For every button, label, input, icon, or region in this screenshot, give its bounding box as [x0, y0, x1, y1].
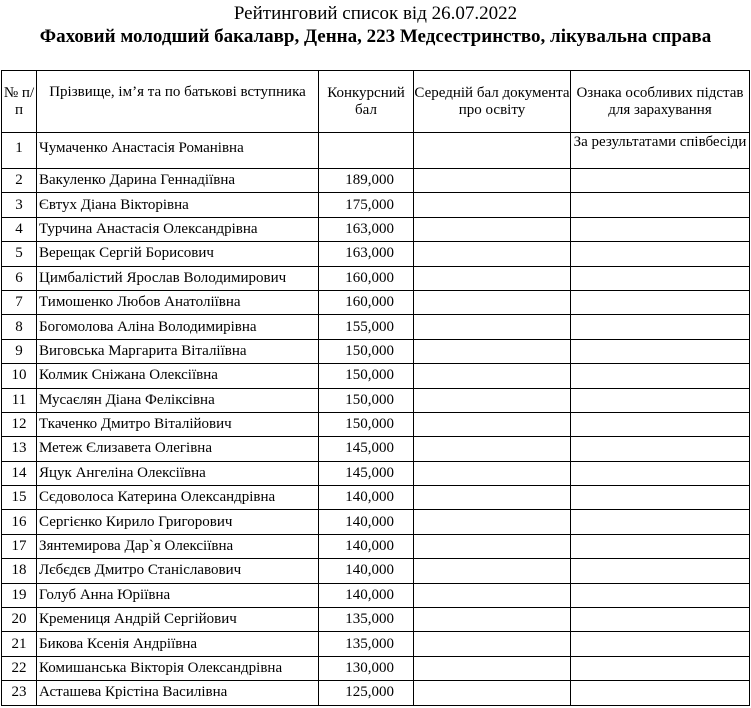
header-score: Конкурсний бал — [319, 71, 414, 133]
average-grade — [414, 534, 571, 558]
table-row — [2, 193, 750, 217]
row-number: 14 — [2, 461, 37, 485]
row-number: 13 — [2, 437, 37, 461]
table-row — [2, 217, 750, 241]
average-grade — [414, 290, 571, 314]
table-row — [2, 656, 750, 680]
applicant-name: Асташева Крістіна Василівна — [37, 681, 319, 705]
row-number: 17 — [2, 534, 37, 558]
competitive-score: 160,000 — [319, 266, 414, 290]
row-number: 5 — [2, 242, 37, 266]
special-grounds — [571, 510, 750, 534]
applicant-name: Кремениця Андрій Сергійович — [37, 608, 319, 632]
applicant-name: Верещак Сергій Борисович — [37, 242, 319, 266]
competitive-score: 163,000 — [319, 242, 414, 266]
average-grade — [414, 656, 571, 680]
row-number: 23 — [2, 681, 37, 705]
row-number: 10 — [2, 364, 37, 388]
competitive-score — [319, 133, 414, 169]
average-grade — [414, 217, 571, 241]
table-row — [2, 169, 750, 193]
competitive-score: 125,000 — [319, 681, 414, 705]
average-grade — [414, 339, 571, 363]
special-grounds — [571, 242, 750, 266]
applicant-name: Вакуленко Дарина Геннадіївна — [37, 169, 319, 193]
table-row — [2, 133, 750, 169]
competitive-score: 150,000 — [319, 412, 414, 436]
applicant-name: Євтух Діана Вікторівна — [37, 193, 319, 217]
applicant-name: Виговська Маргарита Віталіївна — [37, 339, 319, 363]
applicant-name: Лєбєдєв Дмитро Станіславович — [37, 559, 319, 583]
applicant-name: Сергієнко Кирило Григорович — [37, 510, 319, 534]
table-row — [2, 632, 750, 656]
row-number: 7 — [2, 290, 37, 314]
average-grade — [414, 608, 571, 632]
applicant-name: Турчина Анастасія Олександрівна — [37, 217, 319, 241]
average-grade — [414, 486, 571, 510]
special-grounds — [571, 437, 750, 461]
row-number: 9 — [2, 339, 37, 363]
average-grade — [414, 388, 571, 412]
special-grounds — [571, 364, 750, 388]
special-grounds — [571, 632, 750, 656]
average-grade — [414, 315, 571, 339]
table-row — [2, 388, 750, 412]
document-subtitle: Фаховий молодший бакалавр, Денна, 223 Медсестринство, лікувальна справа — [39, 26, 712, 47]
applicant-name: Цимбалістий Ярослав Володимирович — [37, 266, 319, 290]
competitive-score: 130,000 — [319, 656, 414, 680]
row-number: 20 — [2, 608, 37, 632]
competitive-score: 140,000 — [319, 534, 414, 558]
applicant-name: Тимошенко Любов Анатоліївна — [37, 290, 319, 314]
row-number: 16 — [2, 510, 37, 534]
table-row — [2, 559, 750, 583]
special-grounds — [571, 412, 750, 436]
special-grounds — [571, 608, 750, 632]
competitive-score: 145,000 — [319, 437, 414, 461]
table-row — [2, 242, 750, 266]
special-grounds — [571, 461, 750, 485]
row-number: 1 — [2, 133, 37, 169]
table-row — [2, 583, 750, 607]
average-grade — [414, 510, 571, 534]
competitive-score: 140,000 — [319, 510, 414, 534]
table-row — [2, 608, 750, 632]
applicant-name: Яцук Ангеліна Олексіївна — [37, 461, 319, 485]
applicant-name: Богомолова Аліна Володимирівна — [37, 315, 319, 339]
average-grade — [414, 242, 571, 266]
row-number: 19 — [2, 583, 37, 607]
header-num: № п/п — [2, 71, 37, 133]
special-grounds — [571, 290, 750, 314]
table-row — [2, 364, 750, 388]
applicant-name: Ткаченко Дмитро Віталійович — [37, 412, 319, 436]
applicant-name: Мусаєлян Діана Феліксівна — [37, 388, 319, 412]
applicant-name: Чумаченко Анастасія Романівна — [37, 133, 319, 169]
table-header-row — [2, 71, 750, 133]
applicant-name: Сєдоволоса Катерина Олександрівна — [37, 486, 319, 510]
special-grounds — [571, 388, 750, 412]
applicant-name: Метеж Єлизавета Олегівна — [37, 437, 319, 461]
special-grounds — [571, 681, 750, 705]
average-grade — [414, 169, 571, 193]
ranking-table — [1, 70, 750, 706]
special-grounds — [571, 559, 750, 583]
special-grounds — [571, 656, 750, 680]
average-grade — [414, 583, 571, 607]
average-grade — [414, 681, 571, 705]
special-grounds — [571, 486, 750, 510]
competitive-score: 140,000 — [319, 559, 414, 583]
row-number: 12 — [2, 412, 37, 436]
row-number: 6 — [2, 266, 37, 290]
table-row — [2, 461, 750, 485]
applicant-name: Комишанська Вікторія Олександрівна — [37, 656, 319, 680]
average-grade — [414, 412, 571, 436]
row-number: 3 — [2, 193, 37, 217]
row-number: 4 — [2, 217, 37, 241]
row-number: 22 — [2, 656, 37, 680]
special-grounds — [571, 534, 750, 558]
header-avg: Середній бал документа про освіту — [414, 71, 571, 133]
average-grade — [414, 461, 571, 485]
average-grade — [414, 266, 571, 290]
table-row — [2, 534, 750, 558]
competitive-score: 140,000 — [319, 583, 414, 607]
table-row — [2, 339, 750, 363]
table-row — [2, 315, 750, 339]
row-number: 8 — [2, 315, 37, 339]
special-grounds — [571, 315, 750, 339]
row-number: 15 — [2, 486, 37, 510]
average-grade — [414, 559, 571, 583]
row-number: 11 — [2, 388, 37, 412]
applicant-name: Голуб Анна Юріївна — [37, 583, 319, 607]
applicant-name: Бикова Ксенія Андріївна — [37, 632, 319, 656]
competitive-score: 140,000 — [319, 486, 414, 510]
applicant-name: Колмик Сніжана Олексіївна — [37, 364, 319, 388]
special-grounds — [571, 169, 750, 193]
special-grounds — [571, 217, 750, 241]
table-row — [2, 510, 750, 534]
average-grade — [414, 133, 571, 169]
special-grounds: За результатами співбесіди — [571, 133, 750, 169]
applicant-name: Зянтемирова Дар`я Олексіївна — [37, 534, 319, 558]
row-number: 18 — [2, 559, 37, 583]
competitive-score: 150,000 — [319, 388, 414, 412]
header-special: Ознака особливих підстав для зарахування — [571, 71, 750, 133]
row-number: 21 — [2, 632, 37, 656]
competitive-score: 189,000 — [319, 169, 414, 193]
table-row — [2, 412, 750, 436]
table-row — [2, 681, 750, 705]
special-grounds — [571, 339, 750, 363]
competitive-score: 145,000 — [319, 461, 414, 485]
table-body — [2, 133, 750, 706]
table-row — [2, 486, 750, 510]
average-grade — [414, 437, 571, 461]
special-grounds — [571, 583, 750, 607]
competitive-score: 150,000 — [319, 339, 414, 363]
competitive-score: 175,000 — [319, 193, 414, 217]
row-number: 2 — [2, 169, 37, 193]
competitive-score: 160,000 — [319, 290, 414, 314]
header-name: Прізвище, ім’я та по батькові вступника — [37, 71, 319, 133]
competitive-score: 135,000 — [319, 632, 414, 656]
average-grade — [414, 364, 571, 388]
table-row — [2, 437, 750, 461]
special-grounds — [571, 193, 750, 217]
table-row — [2, 266, 750, 290]
competitive-score: 163,000 — [319, 217, 414, 241]
special-grounds — [571, 266, 750, 290]
average-grade — [414, 632, 571, 656]
competitive-score: 150,000 — [319, 364, 414, 388]
table-row — [2, 290, 750, 314]
document-title: Рейтинговий список від 26.07.2022 — [233, 3, 518, 24]
competitive-score: 155,000 — [319, 315, 414, 339]
average-grade — [414, 193, 571, 217]
competitive-score: 135,000 — [319, 608, 414, 632]
